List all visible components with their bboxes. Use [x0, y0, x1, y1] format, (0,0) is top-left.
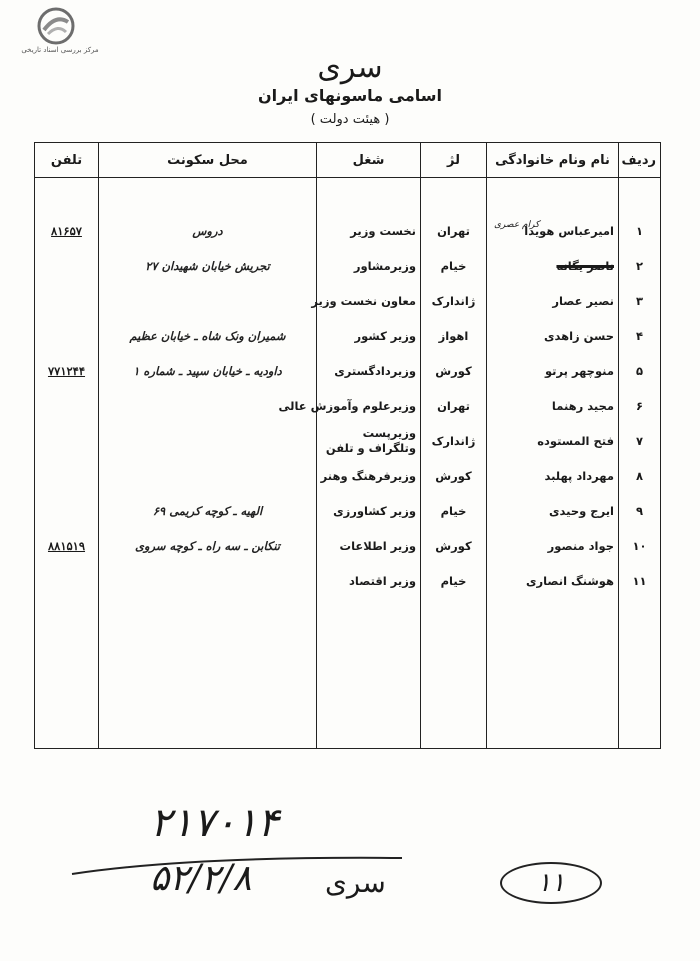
row-address: دروس: [99, 213, 317, 248]
header-name: نام ونام خانوادگی: [487, 143, 619, 178]
row-index: ۴: [619, 318, 661, 353]
header-address: محل سکونت: [99, 143, 317, 178]
table-row: [35, 458, 661, 493]
row-index: ۱۱: [619, 563, 661, 598]
row-birthplace: تهران: [421, 213, 487, 248]
handwritten-document-number: ۲۱۷۰۱۴: [150, 800, 279, 846]
row-name: مهرداد پهلبد: [487, 458, 619, 493]
table-row: [35, 353, 661, 388]
table-row: [35, 248, 661, 283]
table-row: [35, 318, 661, 353]
table-row: [35, 213, 661, 248]
row-phone: [35, 423, 99, 458]
row-birthplace: ژاندارک: [421, 423, 487, 458]
row-index: ۸: [619, 458, 661, 493]
page-number-oval: ۱۱: [500, 862, 602, 904]
row-name: ایرج وحیدی: [487, 493, 619, 528]
row-job: وزیر اطلاعات: [317, 528, 421, 563]
row-phone: [35, 283, 99, 318]
archive-seal-icon: [36, 6, 76, 46]
logo-text: مرکز بررسی اسناد تاریخی: [21, 46, 99, 54]
row-index: ۱: [619, 213, 661, 248]
row-address: داودیه ـ خیابان سپید ـ شماره ۱: [99, 353, 317, 388]
row-address: الهیه ـ کوچه کریمی ۶۹: [99, 493, 317, 528]
row-job: وزیر کشور: [317, 318, 421, 353]
row-address: تجریش خیابان شهیدان ۲۷: [99, 248, 317, 283]
document-subtitle: ( هیئت دولت ): [310, 112, 390, 127]
row-phone: [35, 458, 99, 493]
row-index: ۵: [619, 353, 661, 388]
row-index: ۹: [619, 493, 661, 528]
row-index: ۷: [619, 423, 661, 458]
row-index: ۶: [619, 388, 661, 423]
row-birthplace: کورش: [421, 528, 487, 563]
row-phone: [35, 248, 99, 283]
roster-table: [34, 142, 661, 749]
classification-heading: سری: [317, 50, 383, 85]
row-phone: [35, 388, 99, 423]
row-phone: [35, 563, 99, 598]
row-address: [99, 563, 317, 598]
row-birthplace: ژاندارک: [421, 283, 487, 318]
handwritten-name-note: کرام عصری: [494, 220, 540, 230]
row-address: شمیران ونک شاه ـ خیابان عظیم: [99, 318, 317, 353]
header-phone: تلفن: [35, 143, 99, 178]
table-row: [35, 563, 661, 598]
document-title: اسامی ماسونهای ایران: [258, 86, 442, 105]
row-phone: [35, 493, 99, 528]
row-birthplace: خیام: [421, 248, 487, 283]
row-name: جواد منصور: [487, 528, 619, 563]
row-job: وزیرپست وتلگراف و تلفن: [317, 423, 421, 458]
row-name: مجید رهنما: [487, 388, 619, 423]
row-phone: [35, 318, 99, 353]
row-job: وزیرمشاور: [317, 248, 421, 283]
header-index: ردیف: [619, 143, 661, 178]
row-job: معاون نخست وزیر: [317, 283, 421, 318]
row-job: وزیرعلوم وآموزش عالی: [317, 388, 421, 423]
table-row: [35, 283, 661, 318]
row-birthplace: خیام: [421, 493, 487, 528]
row-name: فتح المستوده: [487, 423, 619, 458]
handwritten-date: ۵۲/۲/۸: [150, 858, 252, 899]
row-name: هوشنگ انصاری: [487, 563, 619, 598]
row-job: نخست وزیر: [317, 213, 421, 248]
row-address: [99, 458, 317, 493]
table-empty-space: [35, 598, 661, 748]
row-phone: ۸۸۱۵۱۹: [35, 528, 99, 563]
table-header-row: [35, 143, 661, 178]
row-job: وزیر کشاورزی: [317, 493, 421, 528]
row-address: تنکابن ـ سه راه ـ کوچه سروی: [99, 528, 317, 563]
row-index: ۲: [619, 248, 661, 283]
row-address: [99, 283, 317, 318]
row-name: ناصر یگانه: [487, 248, 619, 283]
table-row: [35, 388, 661, 423]
row-birthplace: خیام: [421, 563, 487, 598]
header-job: شغل: [317, 143, 421, 178]
row-index: ۳: [619, 283, 661, 318]
row-job: وزیرفرهنگ وهنر: [317, 458, 421, 493]
table-row: [35, 493, 661, 528]
table-row: [35, 528, 661, 563]
table-row: [35, 423, 661, 458]
row-job: وزیر اقتصاد: [317, 563, 421, 598]
row-address: [99, 423, 317, 458]
row-birthplace: کورش: [421, 353, 487, 388]
row-name: حسن زاهدی: [487, 318, 619, 353]
row-index: ۱۰: [619, 528, 661, 563]
header-birth: لژ: [421, 143, 487, 178]
row-phone: ۸۱۶۵۷: [35, 213, 99, 248]
row-name: امیرعباس هویدا: [487, 213, 619, 248]
row-name: نصیر عصار: [487, 283, 619, 318]
footer-classification: سری: [325, 866, 386, 899]
row-birthplace: اهواز: [421, 318, 487, 353]
row-name: منوچهر پرتو: [487, 353, 619, 388]
row-job: وزیردادگستری: [317, 353, 421, 388]
row-birthplace: تهران: [421, 388, 487, 423]
row-phone: ۷۷۱۲۴۴: [35, 353, 99, 388]
row-birthplace: کورش: [421, 458, 487, 493]
